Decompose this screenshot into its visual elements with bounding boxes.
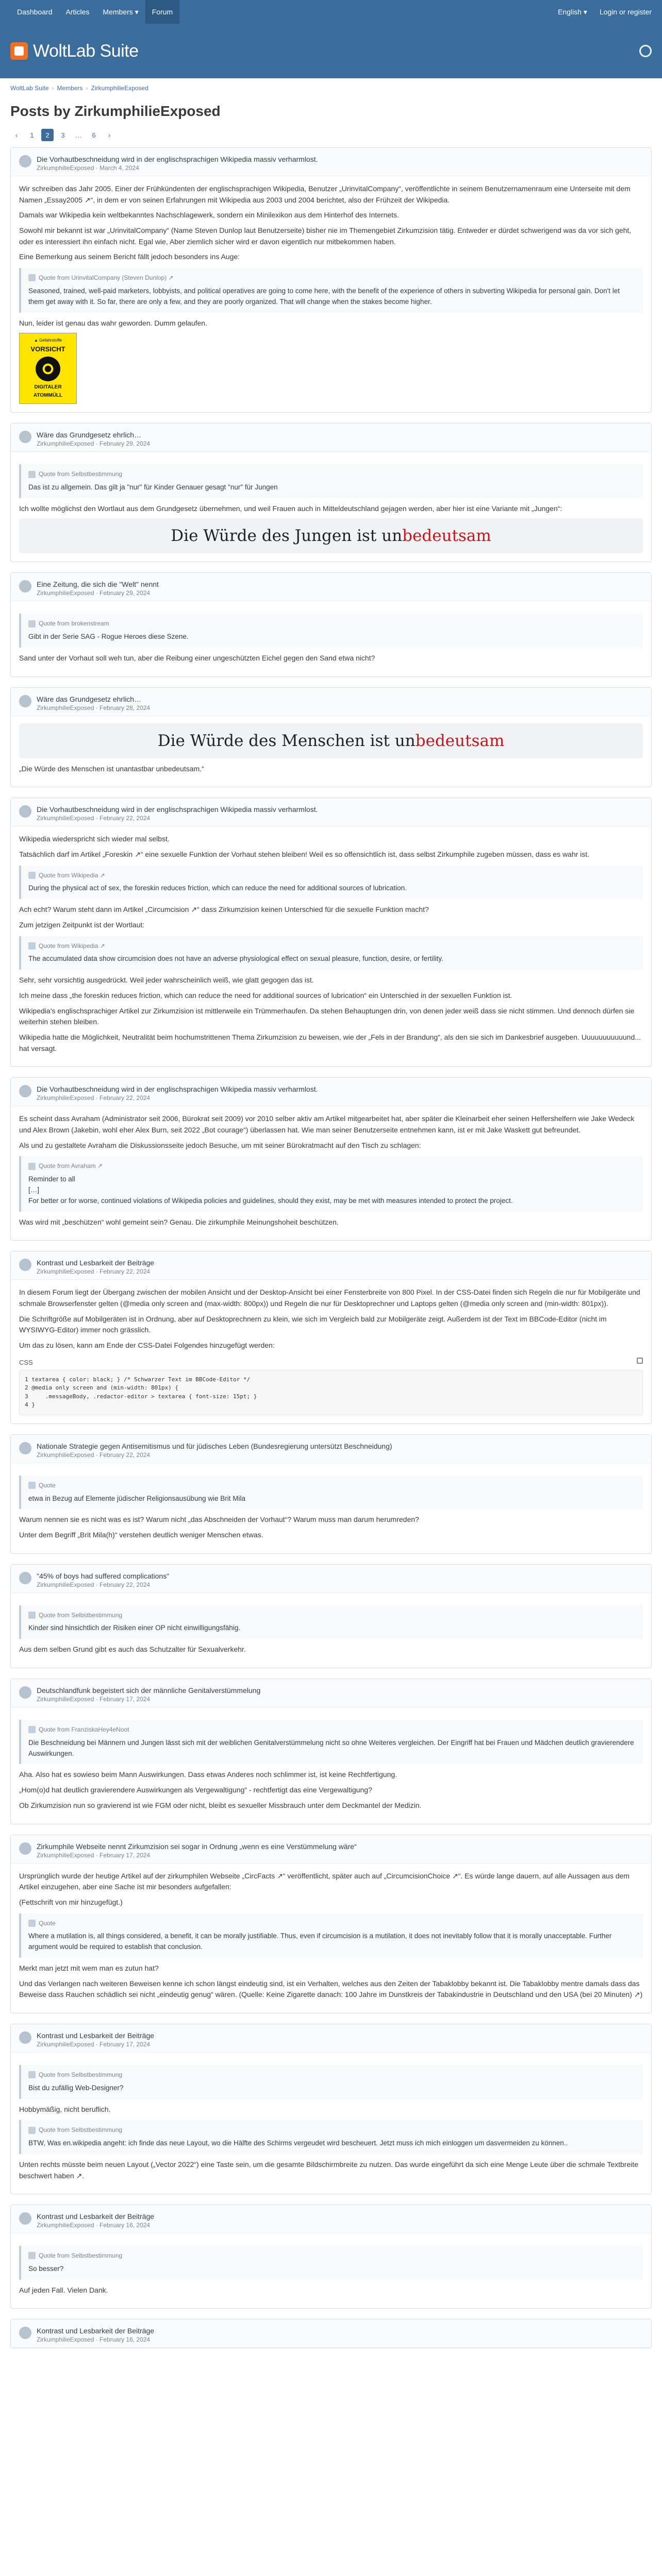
quote-box	[19, 2120, 643, 2154]
post-text: Unter dem Begriff „Brit Mila(h)“ verstehen deutlich weniger Menschen etwas.	[19, 1531, 263, 1539]
post-text: Auf jeden Fall. Vielen Dank.	[19, 2285, 108, 2294]
post-text: Merkt man jetzt mit wem man es zutun hat?	[19, 1964, 159, 1973]
quote-source[interactable]: Quote from Selbstbestimmung	[39, 2071, 123, 2079]
post-text: Sowohl mir bekannt ist war „UrinvitalCompany“ (Name Steven Dunlop laut Benutzerseite) bisher nie im Themengebiet Zirkumzision tätig. Entweder er dürdet schwerigend was da vor sich geht, oder es interessiert ihn einfach nicht. Egal wie, Aber ziemlich sicher wird er davon eigentlich nur mitbekommen haben.	[19, 226, 632, 246]
code-language-label: CSS	[19, 1358, 33, 1366]
quote-text: […]	[28, 1185, 40, 1194]
quote-text: BTW, Was en.wikipedia angeht: ich finde das neue Layout, wo die Hälfte des Schirms vergeudet wird bescheuert. Jetzt muss ich mich einloggen um dasvermeiden zu können..	[28, 2139, 568, 2147]
quote-icon	[28, 2071, 36, 2078]
language-selector[interactable]: English ▾	[557, 7, 587, 16]
quote-icon	[28, 942, 36, 950]
quote-icon	[28, 872, 36, 879]
post-meta: ZirkumphilieExposed · February 22, 2024	[37, 1094, 151, 1102]
menu-item-dashboard[interactable]: Dashboard	[17, 8, 53, 16]
next-page-button[interactable]: ›	[108, 131, 111, 139]
site-name: WoltLab Suite	[33, 41, 139, 61]
post-title[interactable]: Zirkumphile Webseite nennt Zirkumzision sei sogar in Ordnung „wenn es eine Verstümmelung wäre“	[37, 1842, 357, 1851]
post-title[interactable]: Kontrast und Lesbarkeit der Beiträge	[37, 2327, 155, 2335]
breadcrumb: WoltLab Suite › Members › ZirkumphilieExposed	[10, 84, 148, 92]
quote-text: Seasoned, trained, well-paid marketers, lobbyists, and political operatives are going to come here, with the benefit of the experience of others in subverting Wikipedia for personal gain. Don't let them get away with it. So far, there are only a few, and they are poorly organized. That will change when the stakes become higher.	[28, 286, 620, 306]
quote-source[interactable]: Quote from Selbstbestimmung	[39, 470, 123, 478]
post-title[interactable]: Wäre das Grundgesetz ehrlich…	[37, 694, 142, 703]
post	[10, 798, 652, 1067]
page-1[interactable]: 1	[30, 131, 34, 139]
quote-box	[19, 1156, 643, 1211]
quote-text: Gibt in der Serie SAG - Rogue Heroes diese Szene.	[28, 633, 189, 641]
quote-text: Die Beschneidung bei Männern und Jungen lässt sich mit der weiblichen Genitalverstümmelung nicht so ohne Weiteres vergleichen. Der Eingriff hat bei Frauen und Mädchen deutlich gravierendere Auswirkungen.	[28, 1738, 634, 1757]
quote-icon	[28, 1163, 36, 1170]
post-title[interactable]: Kontrast und Lesbarkeit der Beiträge	[37, 2212, 155, 2221]
post-title[interactable]: Die Vorhautbeschneidung wird in der englischsprachigen Wikipedia massiv verharmlost.	[37, 805, 318, 814]
post-meta: ZirkumphilieExposed · February 17, 2024	[37, 1696, 151, 1703]
avatar[interactable]	[19, 580, 31, 592]
avatar[interactable]	[19, 1259, 31, 1271]
post-text: Als und zu gestaltete Avraham die Diskussionsseite jedoch Besuche, um mit seiner Bürokratmacht auf den Tisch zu schlagen:	[19, 1141, 421, 1149]
avatar[interactable]	[19, 2031, 31, 2044]
warning-sign-subtitle: DIGITALER ATOMMÜLL	[33, 384, 63, 398]
quote-text: Reminder to all	[28, 1175, 75, 1183]
quote-box	[19, 936, 643, 970]
breadcrumb-user[interactable]: ZirkumphilieExposed	[91, 84, 148, 92]
quote-icon	[28, 1482, 36, 1489]
quote-icon	[28, 1612, 36, 1619]
avatar[interactable]	[19, 2212, 31, 2225]
poster-text: Die Würde des Menschen ist un	[157, 731, 416, 750]
quote-icon	[28, 274, 36, 281]
post-title[interactable]: Kontrast und Lesbarkeit der Beiträge	[37, 1259, 155, 1267]
quote-box	[19, 464, 643, 498]
post-meta: ZirkumphilieExposed · February 17, 2024	[37, 2041, 151, 2048]
post-text: Wikipedia's englischsprachiger Artikel zur Zirkumzision ist mittlerweile ein Trümmerhaufen. Da stehen Behauptungen drin, von denen jeder weiß dass sie nicht stimmen. Und dennoch dürfen sie weiterhin stehen bleiben.	[19, 1006, 635, 1026]
quote-box	[19, 1720, 643, 1764]
avatar[interactable]	[19, 431, 31, 443]
quote-text: etwa in Bezug auf Elemente jüdischer Religionsausübung wie Brit Mila	[28, 1494, 245, 1502]
post	[10, 2205, 652, 2309]
post-title[interactable]: Eine Zeitung, die sich die "Welt" nennt	[37, 580, 159, 589]
post	[10, 2319, 652, 2348]
login-link[interactable]: Login or register	[599, 8, 652, 16]
top-navigation-bar	[0, 0, 662, 24]
post-meta: ZirkumphilieExposed · February 17, 2024	[37, 1851, 151, 1859]
post-meta: ZirkumphilieExposed · February 22, 2024	[37, 815, 151, 822]
post	[10, 1564, 652, 1668]
avatar[interactable]	[19, 1085, 31, 1097]
quote-text: Bist du zufällig Web-Designer?	[28, 2083, 124, 2092]
post-text: Wikipedia hatte die Möglichkeit, Neutralität beim hochumstrittenen Thema Zirkumzision zu beweisen, wie der „Fels in der Brandung“, als den sie sich im Dankesbrief ausgeben. Uuuuuuuuuuund... hat versagt.	[19, 1032, 641, 1053]
post-text: Ich meine dass „the foreskin reduces friction, which can reduce the need for additional sources of lubrication“ ein Unterschied in der sexuellen Funktion ist.	[19, 991, 512, 999]
post-text: Tatsächlich darf im Artikel „Foreskin ↗“ eine sexuelle Funktion der Vorhaut stehen bleiben! Weil es so offensichtlich ist, dass selbst Zirkumphile zugeben müssen, dass es wahr ist.	[19, 850, 590, 859]
quote-text: The accumulated data show circumcision does not have an adverse physiological effect on sexual pleasure, function, desire, or fertility.	[28, 955, 443, 963]
page-6[interactable]: 6	[92, 131, 96, 139]
post-title[interactable]: "45% of boys had suffered complications"	[37, 1571, 170, 1580]
avatar[interactable]	[19, 805, 31, 818]
poster-image[interactable]	[19, 723, 643, 758]
post	[10, 2024, 652, 2194]
prev-page-button[interactable]: ‹	[15, 131, 18, 139]
post-meta: ZirkumphilieExposed · February 22, 2024	[37, 1451, 151, 1459]
avatar[interactable]	[19, 1572, 31, 1584]
breadcrumb-members[interactable]: Members	[57, 84, 83, 92]
quote-source[interactable]: Quote from Selbstbestimmung	[39, 2126, 123, 2134]
post-meta: ZirkumphilieExposed · February 22, 2024	[37, 1581, 151, 1588]
post-title[interactable]: Kontrast und Lesbarkeit der Beiträge	[37, 2031, 155, 2040]
breadcrumb-home[interactable]: WoltLab Suite	[10, 84, 49, 92]
quote-box	[19, 1605, 643, 1639]
poster-text-red: bedeutsam	[402, 527, 491, 546]
post-text: Wir schreiben das Jahr 2005. Einer der Frühkündenten der englischsprachigen Wikipedia, Benutzer „UrinvitalCompany“, veröffentlichte in seinem Benutzernamenraum eine Unterseite mit dem Namen „Essay2005 ↗“, in dem er von seinen Erfahrungen mit Wikipedia aus 2003 und 2004 berichtet, also der Frühzeit der Wikipedia.	[19, 184, 631, 204]
post	[10, 687, 652, 788]
post	[10, 1434, 652, 1554]
post-text: Um das zu lösen, kann am Ende der CSS-Datei Folgendes hinzugefügt werden:	[19, 1341, 275, 1350]
post-text: Sehr, sehr vorsichtig ausgedrückt. Weil jeder wahrscheinlich weiß, wie glatt gegogen das ist.	[19, 976, 314, 985]
post-title[interactable]: Wäre das Grundgesetz ehrlich…	[37, 431, 142, 439]
post-text: Wikipedia wiederspricht sich wieder mal selbst.	[19, 835, 170, 843]
warning-sign-image[interactable]	[19, 333, 77, 404]
avatar[interactable]	[19, 1442, 31, 1454]
quote-icon	[28, 1920, 36, 1927]
avatar[interactable]	[19, 1842, 31, 1855]
code-block: 1 textarea { color: black; } /* Schwarzer Text im BBCode-Editor */ 2 @media only screen and (min-width: 801px) { 3 .messageBody, .redactor-editor > textarea { font-size: 15pt; } 4 }	[19, 1370, 643, 1415]
copy-code-icon[interactable]	[637, 1358, 643, 1364]
post-text: Die Schriftgröße auf Mobilgeräten ist in Ordnung, aber auf Desktoprechnern zu klein, wie sich im Vergleich bald zur Mobilgeräte zeigt. Außerdem ist der Text im BBCode-Editor (nicht im WYSIWYG-Editor) immer noch grässlich.	[19, 1314, 607, 1334]
quote-source[interactable]: Quote from Selbstbestimmung	[39, 1611, 123, 1619]
post-meta: ZirkumphilieExposed · February 22, 2024	[37, 1268, 151, 1276]
post-text: Und das Verlangen nach weiteren Beweisen kenne ich schon längst eindeutig sind, ist ein Verhalten, welches aus den Zeiten der Tabaklobby bekannt ist. Die Tabaklobby mentre damals dass das Beweise dass Rauchen schädlich sei nicht „eindeutig genug“ wären. (Quelle: Keine Zigarette danach: 100 Jahre im Dunstkreis der Tabakindustrie in Deutschland und den USA (bei 20 Minuten) ↗)	[19, 1979, 643, 1999]
quote-icon	[28, 471, 36, 478]
post-text: Zum jetzigen Zeitpunkt ist der Wortlaut:	[19, 920, 145, 929]
search-icon[interactable]	[639, 45, 652, 57]
post-text: Hobbymäßig, nicht beruflich.	[19, 2105, 111, 2113]
post-text: In diesem Forum liegt der Übergang zwischen der mobilen Ansicht und der Desktop-Ansicht bei einer Fensterbreite von 800 Pixel. In der CSS-Datei finden sich Regeln die nur für Mobilgeräte und schmale Browserfenster gelten (@media only screen and (max-width: 800px)) und Regeln die nur für Desktoprechner und Laptops gelten (@media only screen and (min-width: 801px)).	[19, 1288, 640, 1308]
post-text: Sand unter der Vorhaut soll weh tun, aber die Reibung einer ungeschützten Eichel gegen den Sand etwa nicht?	[19, 653, 375, 662]
warning-sign-category: ▲ Gefahrstoffe	[34, 338, 62, 343]
quote-box	[19, 1476, 643, 1510]
post-text: Aha. Also hat es sowieso beim Mann Auswirkungen. Dass etwas Anderes noch schlimmer ist, ist keine Rechtfertigung.	[19, 1770, 398, 1779]
post-text: Ich wollte möglichst den Wortlaut aus dem Grundgesetz übernehmen, und weil Frauen auch in Mitteldeutschland gejagen werden, aber hier ist eine Variante mit „Jungen“:	[19, 504, 562, 513]
quote-text: During the physical act of sex, the foreskin reduces friction, which can reduce the need for additional sources of lubrication.	[28, 884, 407, 892]
quote-source[interactable]: Quote from Wikipedia ↗	[39, 942, 105, 950]
post	[10, 1251, 652, 1424]
post-text: Ach echt? Warum steht dann im Artikel „Circumcision ↗“ dass Zirkumzision keinen Unterschied für die sexuelle Funktion macht?	[19, 905, 429, 914]
quote-box	[19, 1913, 643, 1958]
quote-source[interactable]: Quote from Avraham ↗	[39, 1162, 103, 1170]
post	[10, 423, 652, 562]
page-3[interactable]: 3	[61, 131, 65, 139]
post-text: (Fettschrift von mir hinzugefügt.)	[19, 1897, 123, 1906]
quote-text: Kinder sind hinsichtlich der Risiken einer OP nicht einwilligungsfähig.	[28, 1624, 240, 1632]
quote-box	[19, 2246, 643, 2280]
post-text: Damals war Wikipedia kein weltbekanntes Nachschlagewerk, sondern ein Minilexikon aus dem Hinterhof des Internets.	[19, 211, 399, 219]
quote-source[interactable]: Quote from brokenstream	[39, 620, 109, 628]
warning-sign-title: VORSICHT	[30, 345, 65, 353]
post	[10, 1679, 652, 1824]
quote-source[interactable]: Quote from Selbstbestimmung	[39, 2252, 123, 2260]
menu-item-forum[interactable]: Forum	[145, 0, 179, 24]
main-menu	[10, 0, 179, 24]
quote-text: Where a mutilation is, all things considered, a benefit, it can be morally justifiable. Thus, even if circumcision is a mutilation, it does not inevitably follow that it is morally unacceptable. Further argument would be required to establish that conclusion.	[28, 1932, 612, 1951]
post-text: Es scheint dass Avraham (Administrator seit 2006, Bürokrat seit 2009) vor 2010 selber aktiv am Artikel mitgearbeitet hat, aber später die Kleinarbeit eher seinen Helfershelfern wie Jake Wedeck und Alex Brown (Jakebin, wohl eher Alex Burn, seit 2022 „Bot courage“) überlassen hat. Wie man seiner Benutzerseite entnehmen kann, ist er mit Jake Waskett gut befreundet.	[19, 1114, 635, 1134]
quote-box	[19, 866, 643, 900]
post-text: Ursprünglich wurde der heutige Artikel auf der zirkumphilen Webseite „CircFacts ↗“ veröffentlicht, später auch auf „CircumcisionChoice ↗“. Es würde lange dauern, auf alle Aussagen aus dem Artikel einzugehen, aber eine Sache ist mir besonders aufgefallen:	[19, 1871, 630, 1891]
pagination	[0, 126, 662, 147]
post-meta: ZirkumphilieExposed · February 29, 2024	[37, 440, 151, 448]
quote-box	[19, 2065, 643, 2099]
post-title[interactable]: Nationale Strategie gegen Antisemitismus und für jüdisches Leben (Bundesregierung untersützt Beschneidung)	[37, 1442, 392, 1450]
post-meta: ZirkumphilieExposed · February 28, 2024	[37, 704, 151, 711]
post	[10, 1835, 652, 2014]
poster-image[interactable]	[19, 518, 643, 553]
quote-text: Das ist zu allgemein. Das gilt ja "nur" für Kinder Genauer gesagt "nur" für Jungen	[28, 483, 278, 491]
post	[10, 1077, 652, 1241]
post-title[interactable]: Deutschlandfunk begeistert sich der männliche Genitalverstümmelung	[37, 1686, 261, 1695]
post-text: Unten rechts müsste beim neuen Layout („Vector 2022“) eine Taste sein, um die gesamte Bildschirmbreite zu nutzen. Das wurde eingeführt da sich eine Menge Leute über die schmale Textbreite beschwert haben ↗.	[19, 2160, 639, 2180]
post-text: Warum nennen sie es nicht was es ist? Warum nicht „das Abschneiden der Vorhaut“? Warum muss man darum herumreden?	[19, 1515, 419, 1524]
quote-source: Quote	[39, 1481, 56, 1489]
post-text: Eine Bemerkung aus seinem Bericht fällt jedoch besonders ins Auge:	[19, 252, 240, 261]
post	[10, 147, 652, 413]
quote-icon	[28, 620, 36, 628]
quote-box	[19, 268, 643, 312]
menu-item-articles[interactable]: Articles	[65, 8, 90, 16]
avatar[interactable]	[19, 155, 31, 167]
avatar[interactable]	[19, 2327, 31, 2339]
site-header	[0, 24, 662, 78]
post-title[interactable]: Die Vorhautbeschneidung wird in der englischsprachigen Wikipedia massiv verharmlost.	[37, 155, 318, 163]
post-text: Was wird mit „beschützen“ wohl gemeint sein? Genau. Die zirkumphile Meinungshoheit beschützen.	[19, 1217, 339, 1226]
quote-icon	[28, 1726, 36, 1733]
post-title[interactable]: Die Vorhautbeschneidung wird in der englischsprachigen Wikipedia massiv verharmlost.	[37, 1085, 318, 1094]
quote-icon	[28, 2252, 36, 2259]
avatar[interactable]	[19, 1686, 31, 1699]
avatar[interactable]	[19, 695, 31, 707]
post	[10, 572, 652, 676]
post-text: „Die Würde des Menschen ist unantastbar unbedeutsam.“	[19, 764, 204, 773]
radiation-icon	[36, 357, 60, 381]
page-title: Posts by ZirkumphilieExposed	[10, 103, 221, 119]
quote-icon	[28, 2127, 36, 2134]
quote-source: Quote	[39, 1919, 56, 1927]
woltlab-logo-icon	[10, 42, 28, 60]
page-2-current: 2	[41, 129, 54, 141]
post-text: Aus dem selben Grund gibt es auch das Schutzalter für Sexualverkehr.	[19, 1645, 246, 1654]
poster-text-red: bedeutsam	[415, 731, 505, 750]
post-meta: ZirkumphilieExposed · March 4, 2024	[37, 164, 139, 172]
post-text: Ob Zirkumzision nun so gravierend ist wie FGM oder nicht, bleibt es sexueller Missbrauch unter dem Deckmantel der Medizin.	[19, 1801, 422, 1809]
quote-source[interactable]: Quote from Wikipedia ↗	[39, 871, 105, 879]
site-logo[interactable]	[10, 41, 139, 61]
post-text: „Hom(o)d hat deutlich gravierendere Auswirkungen als Vergewaltigung“ - rechtfertigt das eine Vergewaltigung?	[19, 1786, 372, 1794]
quote-text: For better or for worse, continued violations of Wikipedia policies and guidelines, should they exist, may be met with measures intended to protect the project.	[28, 1196, 513, 1205]
page-ellipsis: …	[75, 131, 82, 139]
quote-text: So besser?	[28, 2264, 64, 2273]
post-meta: ZirkumphilieExposed · February 16, 2024	[37, 2336, 151, 2344]
post-meta: ZirkumphilieExposed · February 29, 2024	[37, 589, 151, 597]
menu-item-members[interactable]: Members ▾	[103, 7, 139, 16]
quote-source[interactable]: Quote from FranziskaHey4eNoot	[39, 1726, 129, 1734]
post-meta: ZirkumphilieExposed · February 16, 2024	[37, 2222, 151, 2229]
quote-source[interactable]: Quote from UrinvitalCompany (Steven Dunlop) ↗	[39, 274, 174, 282]
quote-box	[19, 614, 643, 648]
post-text: Nun, leider ist genau das wahr geworden. Dumm gelaufen.	[19, 318, 207, 327]
poster-text: Die Würde des Jungen ist un	[171, 527, 403, 546]
